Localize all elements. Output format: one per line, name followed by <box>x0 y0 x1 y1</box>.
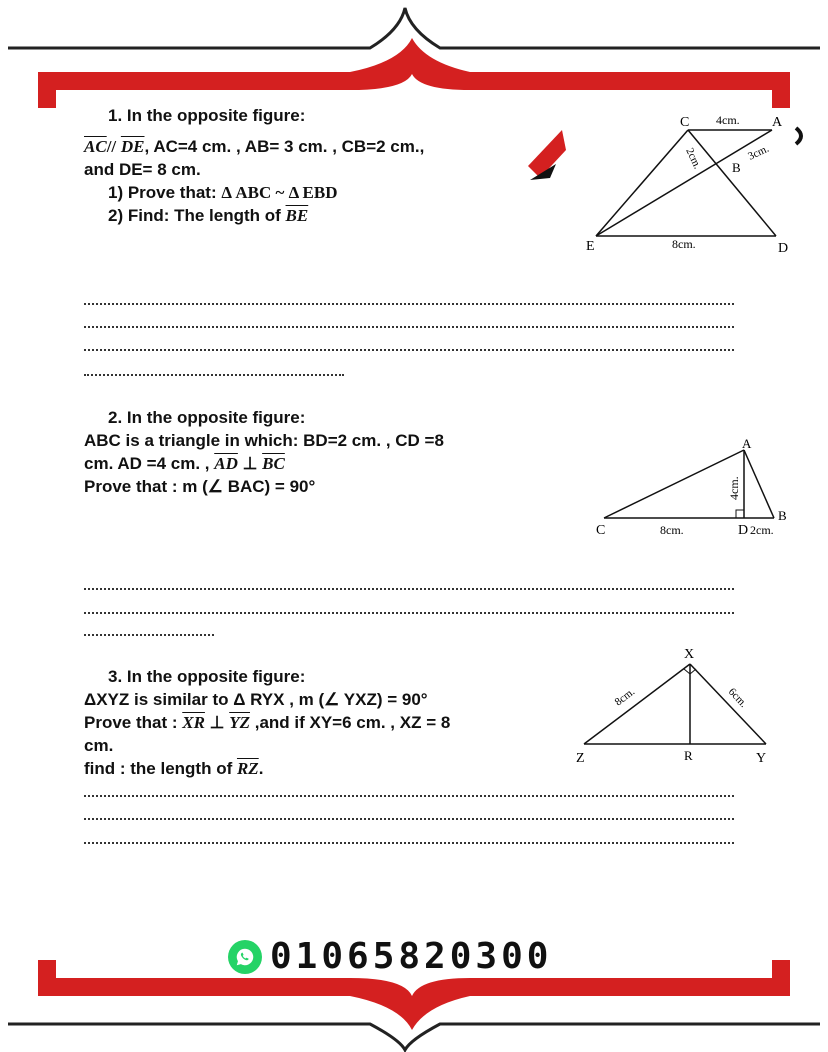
label-r: R <box>684 748 693 763</box>
q1-figure <box>576 110 796 262</box>
q2-figure <box>590 436 800 546</box>
answer-line[interactable] <box>84 612 734 614</box>
segment-yz: $\overline{YZ}$ <box>229 713 250 732</box>
q2-line1: ABC is a triangle in which: BD=2 cm. , CD =8 <box>84 431 444 450</box>
q2-line2-prefix: cm. AD =4 cm. , <box>84 454 215 473</box>
answer-line[interactable] <box>84 842 734 844</box>
q3-line2-prefix: Prove that : <box>84 713 183 732</box>
label-c: C <box>680 115 690 130</box>
q1-line2: and DE= 8 cm. <box>84 160 201 179</box>
q1-item1 <box>84 181 424 204</box>
label-xy: 6cm. <box>725 685 750 710</box>
answer-line[interactable] <box>84 349 734 351</box>
answer-line[interactable] <box>84 818 734 820</box>
segment-ac: $\overline{AC}$ <box>84 137 107 156</box>
q1-item1-prefix: 1) Prove that: <box>108 183 222 202</box>
label-b: B <box>778 508 787 523</box>
q3-figure <box>566 640 786 768</box>
answer-line[interactable] <box>84 303 734 305</box>
question-1 <box>84 104 424 227</box>
label-c: C <box>596 523 606 538</box>
label-xz: 8cm. <box>612 685 638 709</box>
q3-line3: cm. <box>84 736 114 755</box>
q3-line1: ΔXYZ is similar to Δ RYX , m (∠ YXZ) = 90° <box>84 690 428 709</box>
label-ad: 4cm. <box>727 476 741 500</box>
answer-line[interactable] <box>84 634 214 636</box>
label-ca: 4cm. <box>716 113 740 127</box>
q1-item2-prefix: 2) Find: The length of <box>108 206 286 225</box>
segment-xr: $\overline{XR}$ <box>182 713 205 732</box>
label-db: 2cm. <box>750 523 774 537</box>
label-cd: 8cm. <box>660 523 684 537</box>
q3-givens: ,and if XY=6 cm. , XZ = 8 <box>250 713 451 732</box>
label-a: A <box>742 436 752 451</box>
label-y: Y <box>756 751 767 766</box>
q3-title: 3. In the opposite figure: <box>108 667 306 686</box>
label-b: B <box>732 160 741 175</box>
label-a: A <box>772 115 783 130</box>
segment-ad: $\overline{AD}$ <box>214 454 238 473</box>
q3-line4 <box>84 757 450 780</box>
answer-line[interactable] <box>84 374 344 376</box>
answer-line[interactable] <box>84 326 734 328</box>
phone-number[interactable]: 01065820300 <box>270 936 553 977</box>
q3-line4-prefix: find : the length of <box>84 759 237 778</box>
label-z: Z <box>576 751 585 766</box>
label-ab: 3cm. <box>746 142 771 163</box>
answer-line[interactable] <box>84 588 734 590</box>
label-d: D <box>738 523 749 538</box>
label-e: E <box>586 239 595 254</box>
q2-line2 <box>84 452 444 475</box>
q2-line3: Prove that : m (∠ BAC) = 90° <box>84 477 316 496</box>
q1-title: 1. In the opposite figure: <box>108 106 306 125</box>
segment-de: $\overline{DE}$ <box>120 137 145 156</box>
q1-item2 <box>84 204 424 227</box>
label-d: D <box>778 241 789 256</box>
question-3 <box>84 665 450 780</box>
footer-contact <box>228 936 552 977</box>
label-cb: 2cm. <box>683 146 704 171</box>
perp-symbol: ⊥ <box>242 454 258 473</box>
segment-rz: $\overline{RZ}$ <box>236 759 259 778</box>
q1-givens: , AC=4 cm. , AB= 3 cm. , CB=2 cm., <box>144 137 425 156</box>
whatsapp-icon <box>228 940 262 974</box>
perp-symbol: ⊥ <box>209 713 225 732</box>
segment-bc: $\overline{BC}$ <box>262 454 285 473</box>
label-ed: 8cm. <box>672 237 696 251</box>
answer-line[interactable] <box>84 795 734 797</box>
q3-line2 <box>84 711 450 734</box>
q3-line4-end: . <box>258 759 264 778</box>
q2-title: 2. In the opposite figure: <box>108 408 306 427</box>
label-x: X <box>684 647 695 662</box>
q1-line1 <box>84 135 424 158</box>
parallel-symbol: // <box>106 137 117 156</box>
question-2 <box>84 406 444 498</box>
q1-item1-math: Δ ABC ~ Δ EBD <box>221 183 338 202</box>
segment-be: $\overline{BE}$ <box>285 206 309 225</box>
